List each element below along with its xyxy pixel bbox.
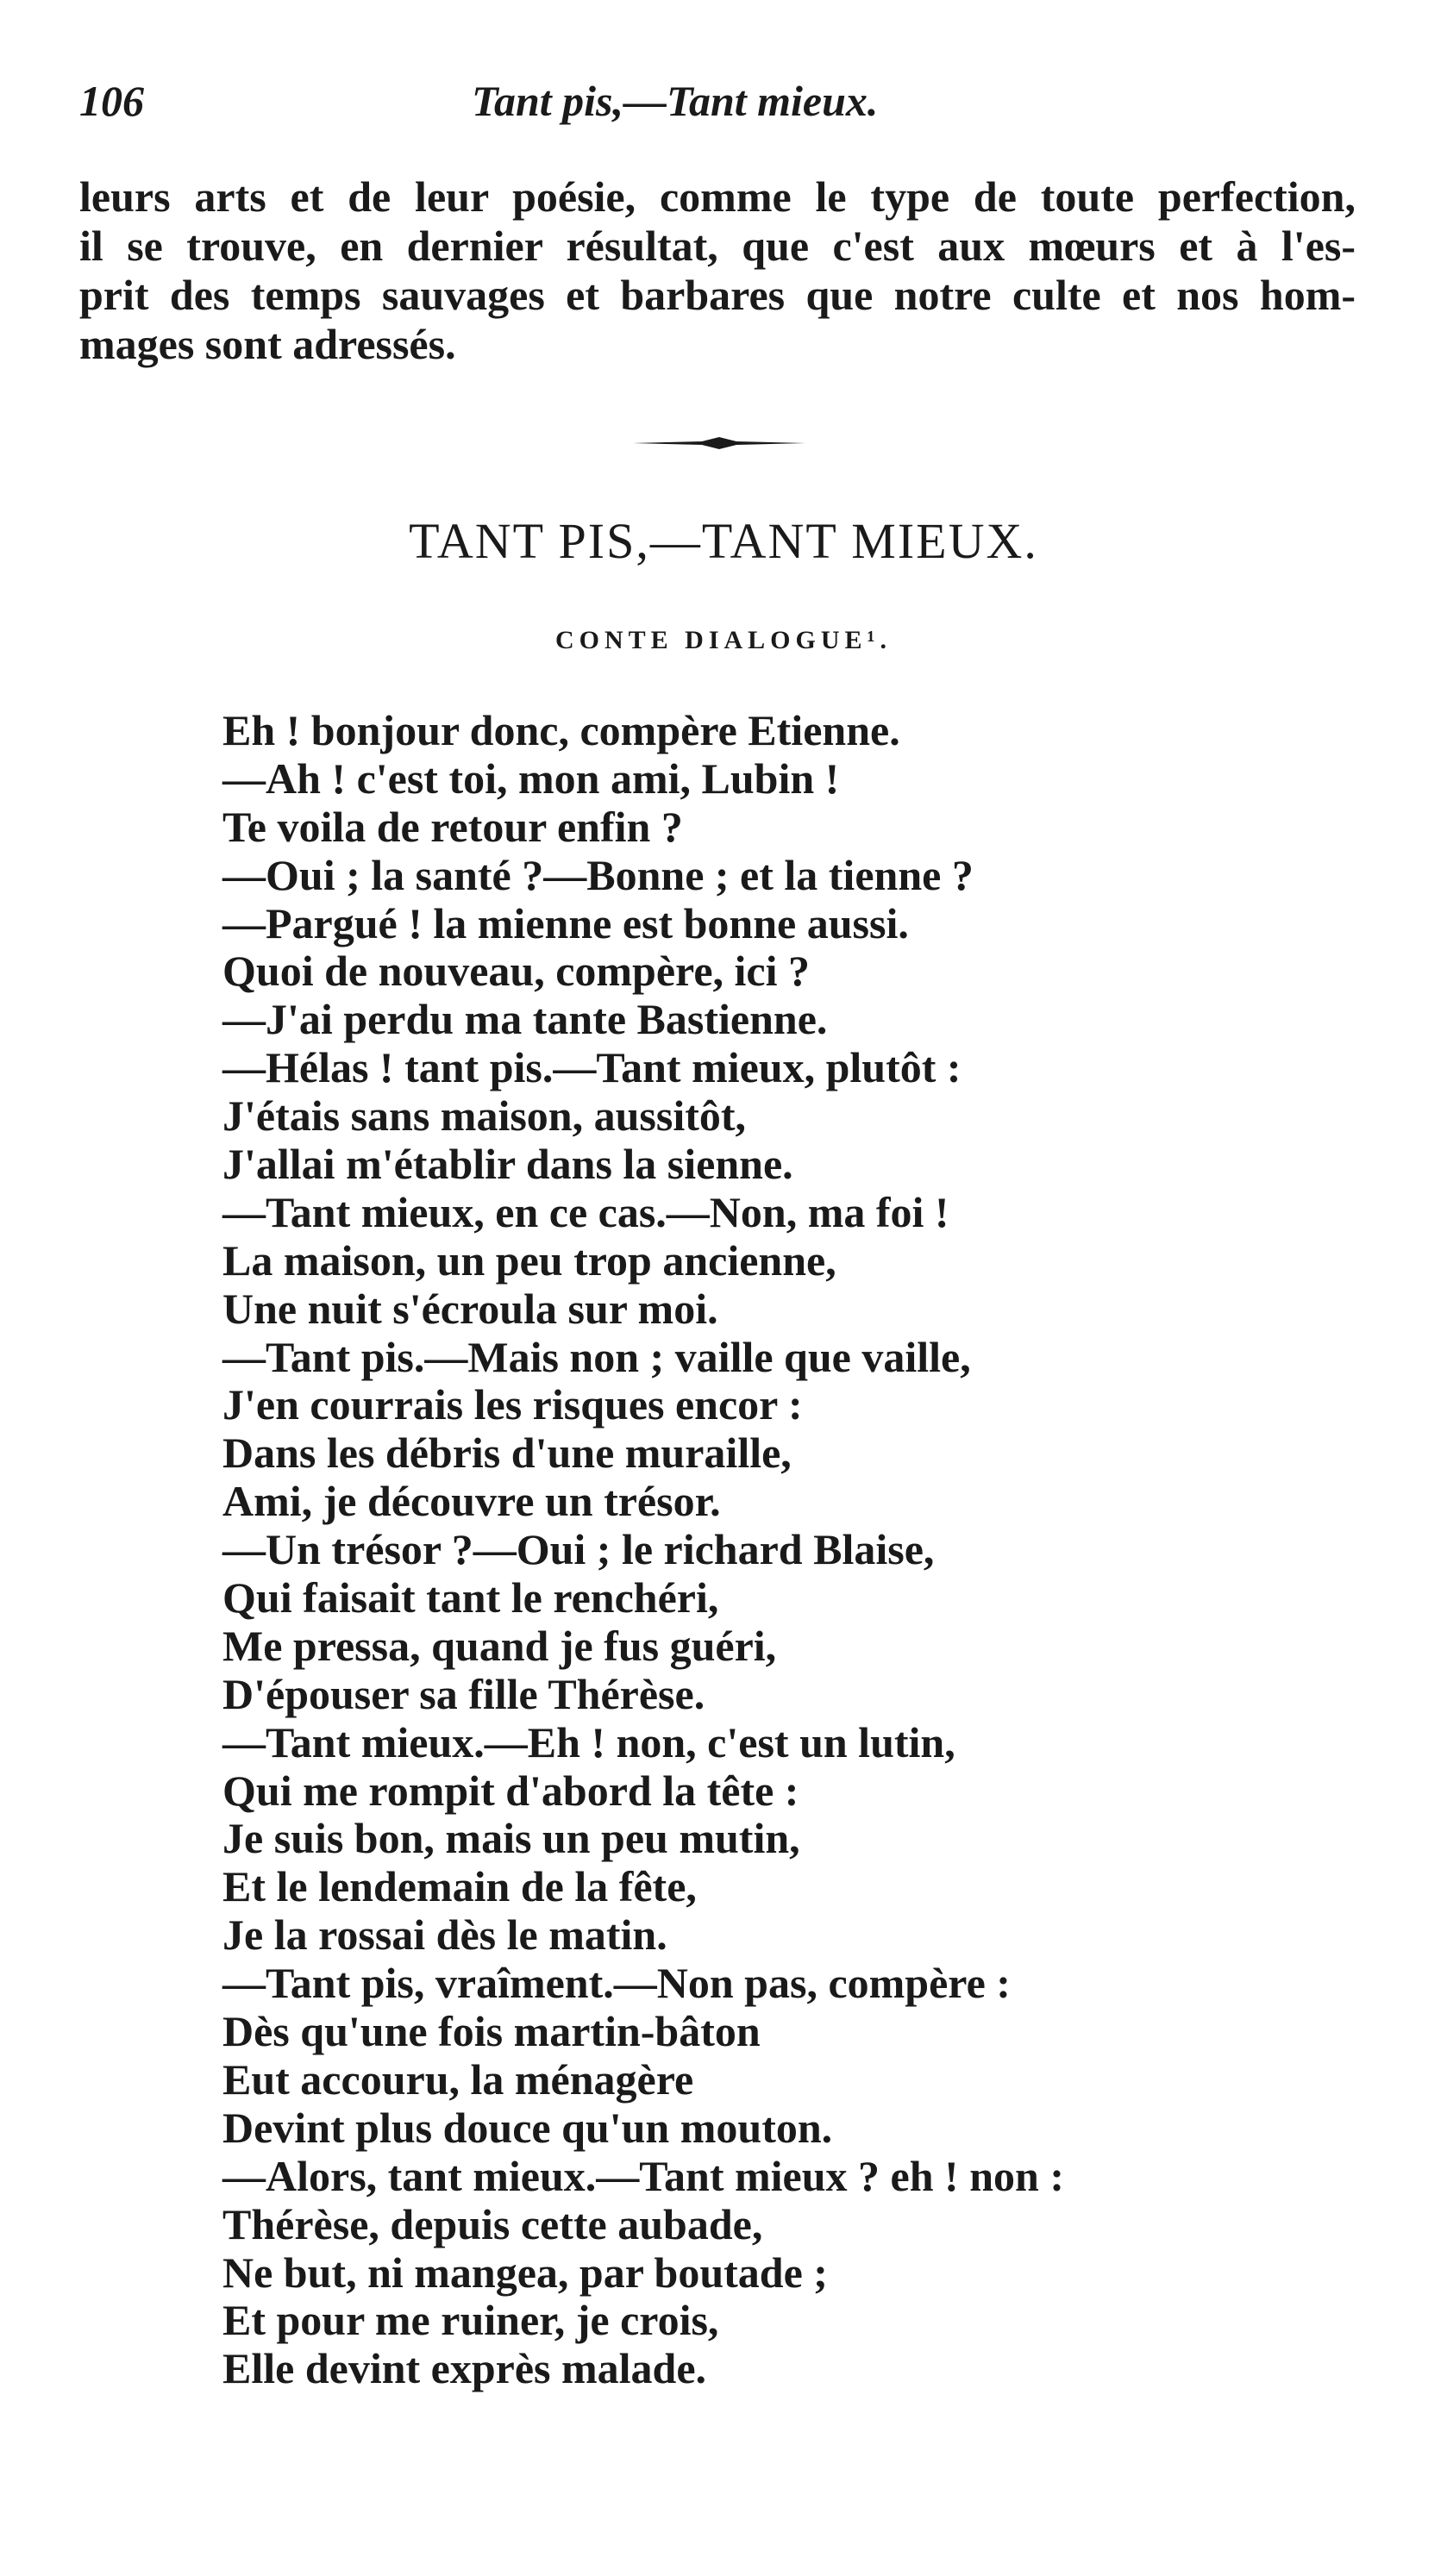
verse-line: Eh ! bonjour donc, compère Etienne. bbox=[222, 706, 900, 754]
verse-line: La maison, un peu trop ancienne, bbox=[222, 1235, 836, 1285]
verse-line: —Hélas ! tant pis.—Tant mieux, plutôt : bbox=[222, 1043, 962, 1092]
verse-line: J'allai m'établir dans la sienne. bbox=[222, 1140, 793, 1189]
verse-line: Qui me rompit d'abord la tête : bbox=[222, 1766, 799, 1815]
verse-line: J'en courrais les risques encor : bbox=[222, 1380, 803, 1429]
prose-line: leurs arts et de leur poésie, comme le type de toute perfection, bbox=[79, 172, 1356, 221]
prose-paragraph bbox=[79, 172, 1356, 369]
verse-line: Et le lendemain de la fête, bbox=[222, 1862, 697, 1911]
page-number: 106 bbox=[79, 77, 144, 125]
verse-line: Elle devint exprès malade. bbox=[222, 2344, 707, 2393]
verse-line: Dès qu'une fois martin-bâton bbox=[222, 2007, 761, 2056]
verse-line: Ne but, ni mangea, par boutade ; bbox=[222, 2248, 828, 2297]
running-head bbox=[79, 76, 1356, 128]
ornamental-rule bbox=[633, 435, 805, 452]
verse-line: Ami, je découvre un trésor. bbox=[222, 1477, 721, 1526]
section-subtitle: CONTE DIALOGUE¹. bbox=[554, 626, 893, 654]
verse-line: —Oui ; la santé ?—Bonne ; et la tienne ? bbox=[222, 850, 974, 899]
verse-line: —J'ai perdu ma tante Bastienne. bbox=[222, 995, 828, 1044]
verse-line: Et pour me ruiner, je crois, bbox=[222, 2296, 719, 2345]
verse-line: —Alors, tant mieux.—Tant mieux ? eh ! non : bbox=[222, 2151, 1064, 2200]
running-title: Tant pis,—Tant mieux. bbox=[472, 77, 879, 125]
verse-line: Quoi de nouveau, compère, ici ? bbox=[222, 947, 811, 996]
verse-line: J'étais sans maison, aussitôt, bbox=[222, 1091, 747, 1141]
verse-line: Une nuit s'écroula sur moi. bbox=[222, 1284, 718, 1333]
verse-line: Je suis bon, mais un peu mutin, bbox=[222, 1814, 800, 1863]
verse-line: —Un trésor ?—Oui ; le richard Blaise, bbox=[222, 1525, 935, 1574]
verse-line: —Tant pis.—Mais non ; vaille que vaille, bbox=[222, 1332, 971, 1381]
verse-line: —Ah ! c'est toi, mon ami, Lubin ! bbox=[222, 753, 840, 803]
verse-line: Qui faisait tant le renchéri, bbox=[222, 1573, 719, 1623]
verse-line: D'épouser sa fille Thérèse. bbox=[222, 1669, 705, 1718]
verse-line: Te voila de retour enfin ? bbox=[222, 802, 683, 851]
prose-line: il se trouve, en dernier résultat, que c'est aux mœurs et à l'es- bbox=[79, 222, 1356, 270]
verse-line: Dans les débris d'une muraille, bbox=[222, 1429, 792, 1478]
poem bbox=[222, 707, 1369, 2393]
section-title: TANT PIS,—TANT MIEUX. bbox=[409, 513, 1038, 569]
prose-line: prit des temps sauvages et barbares que notre culte et nos hom- bbox=[79, 271, 1356, 319]
verse-line: Je la rossai dès le matin. bbox=[222, 1910, 667, 1960]
verse-line: —Tant pis, vraîment.—Non pas, compère : bbox=[222, 1959, 1011, 2008]
prose-line: mages sont adressés. bbox=[79, 320, 456, 368]
verse-line: —Tant mieux, en ce cas.—Non, ma foi ! bbox=[222, 1187, 949, 1236]
verse-line: Eut accouru, la ménagère bbox=[222, 2054, 694, 2104]
verse-line: Devint plus douce qu'un mouton. bbox=[222, 2103, 833, 2152]
verse-line: —Tant mieux.—Eh ! non, c'est un lutin, bbox=[222, 1717, 955, 1766]
verse-line: Thérèse, depuis cette aubade, bbox=[222, 2199, 763, 2248]
verse-line: Me pressa, quand je fus guéri, bbox=[222, 1621, 777, 1670]
verse-line: —Pargué ! la mienne est bonne aussi. bbox=[222, 898, 909, 947]
